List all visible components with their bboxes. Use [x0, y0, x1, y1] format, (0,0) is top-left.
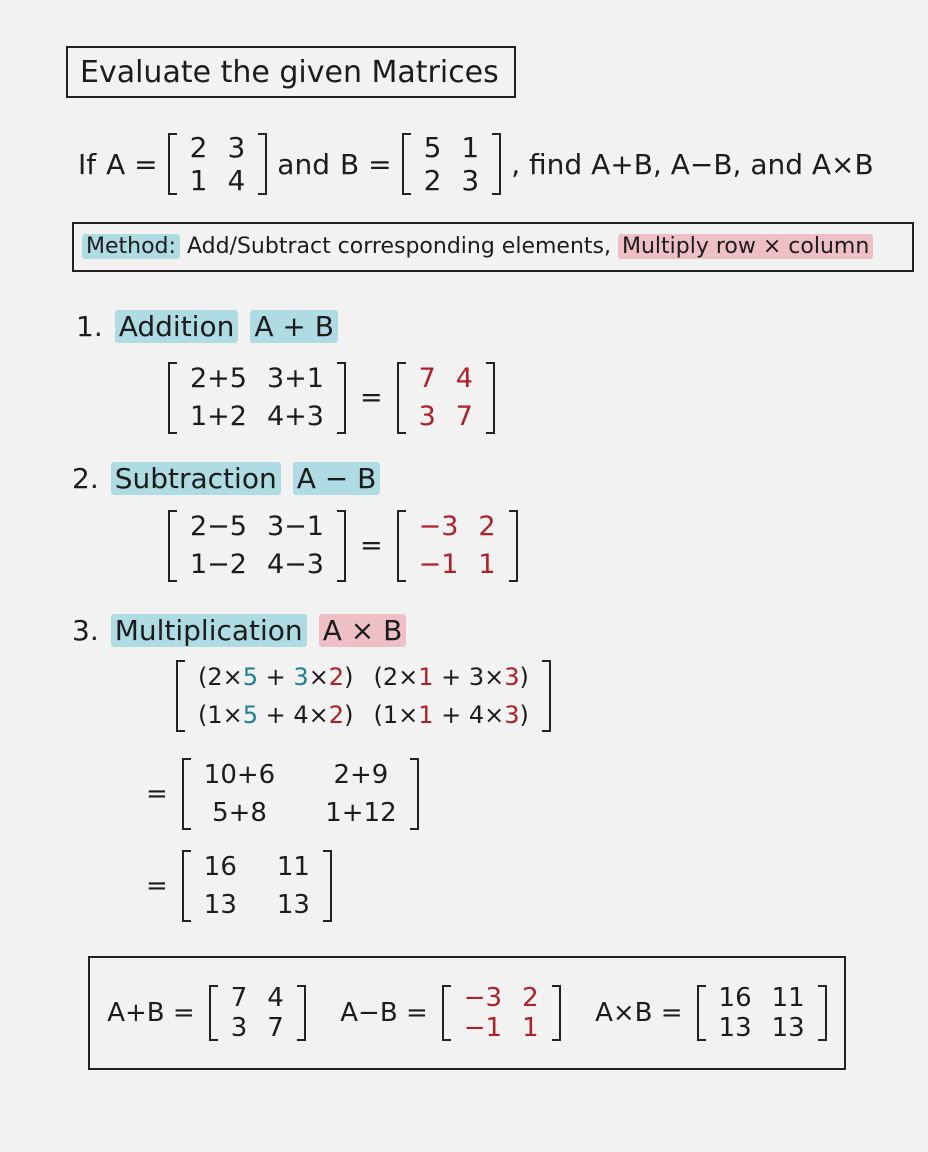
method-box	[72, 222, 914, 272]
subtraction-heading	[72, 462, 380, 495]
matrix-cell: 1−2	[190, 549, 247, 580]
matrix-cell: 1	[189, 164, 208, 197]
matrix-cell: 3	[230, 1013, 248, 1043]
term: 5	[242, 663, 259, 691]
summary-label: A−B =	[340, 998, 428, 1028]
multiplication-step2	[146, 756, 419, 832]
and-label: and	[277, 147, 330, 181]
matrix-cell: 13	[771, 1013, 805, 1043]
section-number: 2.	[72, 462, 99, 495]
multiplication-expansion-matrix	[176, 658, 551, 734]
term: 2	[328, 701, 345, 729]
term: + 4×	[258, 701, 329, 729]
matrix-cell: 3+1	[266, 363, 324, 394]
term: 3	[293, 663, 309, 691]
matrix-cell: 2	[423, 164, 442, 197]
section-number: 3.	[72, 614, 99, 647]
matrix-cell: 1+2	[190, 401, 247, 432]
matrix-cell: 13	[203, 890, 237, 920]
term: 3	[504, 701, 520, 729]
matrix-cell: 16	[203, 852, 237, 882]
matrix-cell: 5+8	[212, 798, 267, 828]
matrix-a	[168, 131, 268, 197]
section-name: Subtraction	[111, 462, 281, 495]
equals-sign: =	[359, 382, 383, 413]
matrix-cell: 10+6	[203, 760, 276, 790]
matrix-cell: 1	[461, 131, 480, 164]
matrix-cell: 7	[418, 363, 436, 394]
term: (1×	[373, 701, 419, 729]
term: 2	[328, 663, 345, 691]
matrix-cell: 4+3	[266, 401, 324, 432]
section-name: Addition	[115, 310, 239, 343]
matrix-cell: 3	[227, 131, 246, 164]
a-label: A =	[106, 147, 158, 181]
term: ×	[308, 663, 329, 691]
section-number: 1.	[76, 310, 103, 343]
matrix-cell: 7	[455, 401, 473, 432]
multiplication-step3	[146, 848, 332, 924]
addition-work-matrix	[168, 360, 346, 436]
matrix-b	[402, 131, 502, 197]
matrix-cell: 7	[267, 1013, 284, 1043]
term: (1×	[198, 701, 243, 729]
summary-diff-matrix	[442, 983, 561, 1043]
method-text: Add/Subtract corresponding elements,	[186, 234, 611, 259]
subtraction-work-matrix	[168, 508, 346, 584]
section-expr: A + B	[250, 310, 338, 343]
term: +	[258, 663, 294, 691]
multiplication-heading	[72, 614, 406, 647]
matrix-cell	[188, 658, 363, 696]
matrix-cell: 13	[276, 890, 310, 920]
matrix-cell: 2	[189, 131, 208, 164]
matrix-cell: 13	[718, 1013, 752, 1043]
section-expr: A × B	[319, 614, 407, 647]
summary-box	[88, 956, 846, 1070]
matrix-cell: −1	[463, 1013, 503, 1043]
summary-sum-matrix	[209, 983, 306, 1043]
summary-label: A+B =	[107, 998, 195, 1028]
multiplication-sum-matrix	[182, 756, 419, 832]
term: 5	[242, 701, 259, 729]
equals-sign: =	[146, 871, 168, 901]
matrix-cell: 2−5	[190, 511, 247, 542]
summary-prod-matrix	[697, 983, 827, 1043]
term: (2×	[373, 663, 419, 691]
if-label: If	[78, 147, 97, 181]
equals-sign: =	[359, 530, 383, 561]
section-name: Multiplication	[111, 614, 307, 647]
term: )	[519, 701, 529, 729]
matrix-cell: 3−1	[266, 511, 324, 542]
b-label: B =	[339, 147, 392, 181]
summary-prod	[595, 983, 827, 1043]
matrix-cell: 4	[267, 983, 284, 1013]
matrix-cell: 11	[276, 852, 310, 882]
term: + 3×	[433, 663, 505, 691]
addition-heading	[76, 310, 338, 343]
matrix-cell: 2	[522, 983, 539, 1013]
addition-result-matrix	[397, 360, 495, 436]
matrix-cell: −3	[463, 983, 503, 1013]
matrix-cell: 7	[230, 983, 248, 1013]
matrix-cell: 4	[455, 363, 473, 394]
matrix-cell	[188, 696, 363, 734]
term: )	[519, 663, 529, 691]
multiplication-result-matrix	[182, 848, 332, 924]
matrix-cell: 4	[227, 164, 246, 197]
equals-sign: =	[146, 779, 168, 809]
matrix-cell: 16	[718, 983, 752, 1013]
summary-sum	[107, 983, 306, 1043]
matrix-cell: 3	[461, 164, 480, 197]
term: 1	[418, 701, 434, 729]
term: 1	[418, 663, 434, 691]
matrix-cell: 11	[771, 983, 805, 1013]
subtraction-result-matrix	[397, 508, 518, 584]
subtraction-work	[168, 508, 518, 584]
matrix-cell: −1	[418, 549, 459, 580]
addition-work	[168, 360, 495, 436]
term: (2×	[198, 663, 243, 691]
matrix-cell: −3	[418, 511, 459, 542]
term: )	[344, 701, 354, 729]
page-title: Evaluate the given Matrices	[66, 46, 516, 98]
method-label: Method:	[82, 234, 180, 259]
matrix-cell: 2+5	[190, 363, 247, 394]
method-highlight: Multiply row × column	[618, 234, 873, 259]
term: )	[344, 663, 354, 691]
summary-diff	[340, 983, 560, 1043]
matrix-cell: 3	[418, 401, 436, 432]
matrix-cell: 1	[478, 549, 496, 580]
problem-statement	[78, 126, 874, 202]
matrix-cell: 5	[423, 131, 442, 164]
matrix-cell	[363, 658, 538, 696]
find-text: , find A+B, A−B, and A×B	[511, 147, 874, 181]
matrix-cell: 1	[522, 1013, 539, 1043]
matrix-cell: 2+9	[333, 760, 389, 790]
matrix-cell: 2	[478, 511, 496, 542]
matrix-cell: 1+12	[325, 798, 397, 828]
matrix-cell	[363, 696, 538, 734]
matrix-cell: 4−3	[266, 549, 324, 580]
summary-label: A×B =	[595, 998, 683, 1028]
term: 3	[504, 663, 520, 691]
multiplication-step1	[176, 658, 551, 734]
section-expr: A − B	[293, 462, 381, 495]
term: + 4×	[433, 701, 505, 729]
